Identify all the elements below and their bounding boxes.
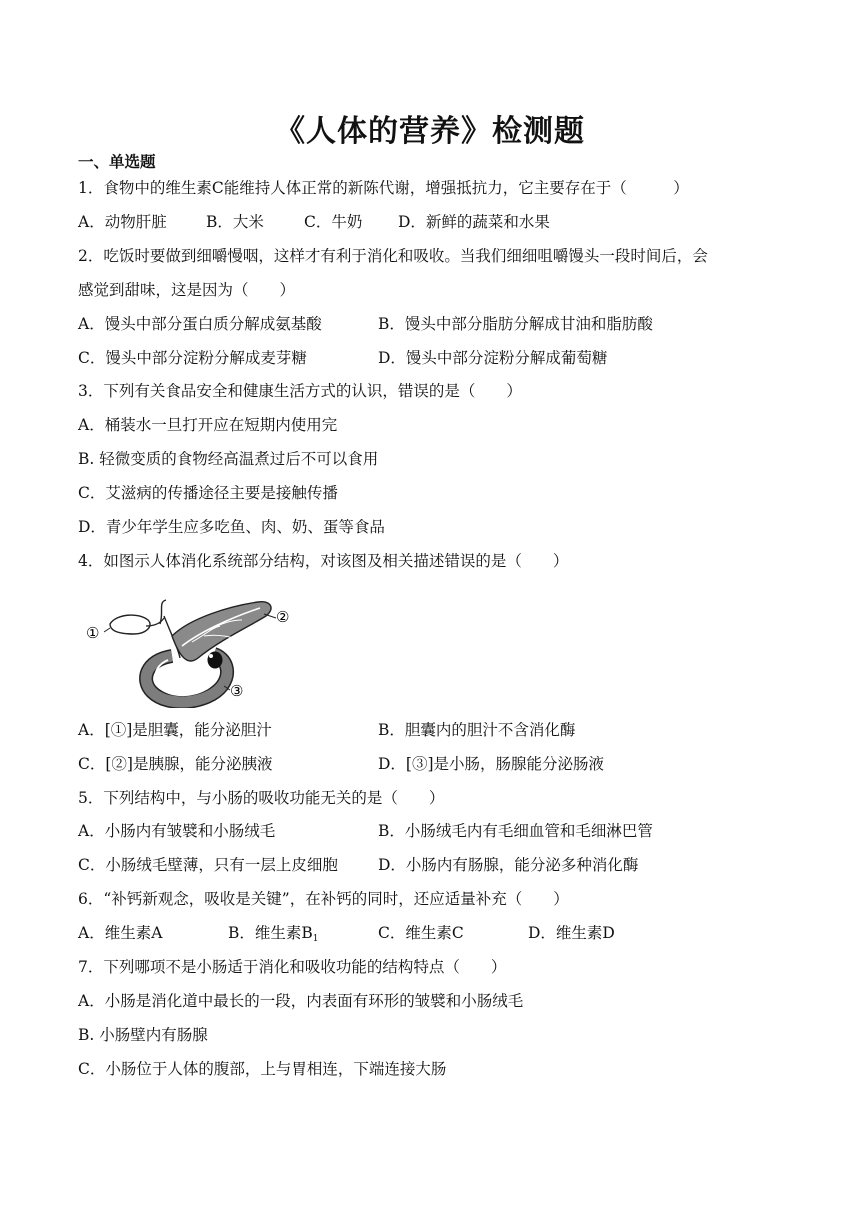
figure-label-3: ③ [230, 682, 244, 700]
q1-option-a: A．动物肝脏 [78, 213, 167, 231]
q7-option-c: C．小肠位于人体的腹部，上与胃相连，下端连接大肠 [78, 1060, 447, 1078]
q3-option-d: D．青少年学生应多吃鱼、肉、奶、蛋等食品 [78, 518, 385, 536]
q1-option-b: B．大米 [206, 213, 264, 231]
q2-option-b: B．馒头中部分脂肪分解成甘油和脂肪酸 [378, 315, 653, 333]
q6-option-a: A．维生素A [78, 924, 163, 942]
q5-option-d: D．小肠内有肠腺，能分泌多种消化酶 [378, 856, 639, 874]
question-4-stem: 4．如图示人体消化系统部分结构，对该图及相关描述错误的是（ ） [78, 552, 569, 570]
q4-option-c: C．[②]是胰腺，能分泌胰液 [78, 755, 273, 773]
q2-option-a: A．馒头中部分蛋白质分解成氨基酸 [78, 315, 322, 333]
q3-option-a: A．桶装水一旦打开应在短期内使用完 [78, 416, 338, 434]
q4-option-d: D．[③]是小肠，肠腺能分泌肠液 [378, 755, 605, 773]
section-heading: 一、单选题 [78, 153, 156, 171]
question-7-stem: 7．下列哪项不是小肠适于消化和吸收功能的结构特点（ ） [78, 958, 507, 976]
q3-option-b: B. 轻微变质的食物经高温煮过后不可以食用 [78, 450, 379, 468]
q3-option-c: C．艾滋病的传播途径主要是接触传播 [78, 484, 338, 502]
question-1-stem: 1．食物中的维生素C能维持人体正常的新陈代谢，增强抵抗力，它主要存在于（ ） [78, 179, 689, 197]
q5-option-c: C．小肠绒毛壁薄，只有一层上皮细胞 [78, 856, 338, 874]
q6-option-d: D．维生素D [528, 924, 615, 942]
document-title: 《人体的营养》检测题 [275, 114, 585, 149]
gallbladder-shape [110, 615, 150, 634]
question-2-stem-line2: 感觉到甜味，这是因为（ ） [78, 281, 296, 299]
question-5-stem: 5．下列结构中，与小肠的吸收功能无关的是（ ） [78, 789, 445, 807]
figure-label-1: ① [86, 624, 100, 642]
digestive-system-diagram [80, 596, 300, 708]
q4-option-a: A．[①]是胆囊，能分泌胆汁 [78, 721, 272, 739]
q4-option-b: B．胆囊内的胆汁不含消化酶 [378, 721, 576, 739]
figure-label-2: ② [276, 608, 290, 626]
q2-option-c: C．馒头中部分淀粉分解成麦芽糖 [78, 349, 307, 367]
q6-option-b-text: B．维生素B [228, 924, 313, 942]
question-3-stem: 3．下列有关食品安全和健康生活方式的认识，错误的是（ ） [78, 382, 522, 400]
q5-option-b: B．小肠绒毛内有毛细血管和毛细淋巴管 [378, 822, 653, 840]
q6-option-b-subscript: 1 [312, 934, 319, 944]
q5-option-a: A．小肠内有皱襞和小肠绒毛 [78, 822, 276, 840]
q1-option-d: D．新鲜的蔬菜和水果 [398, 213, 550, 231]
q7-option-b: B. 小肠壁内有肠腺 [78, 1026, 208, 1044]
q2-option-d: D．馒头中部分淀粉分解成葡萄糖 [378, 349, 608, 367]
question-2-stem-line1: 2．吃饭时要做到细嚼慢咽，这样才有利于消化和吸收。当我们细细咀嚼馒头一段时间后，会 [78, 247, 708, 265]
q7-option-a: A．小肠是消化道中最长的一段，内表面有环形的皱襞和小肠绒毛 [78, 992, 524, 1010]
q6-option-c: C．维生素C [378, 924, 464, 942]
q1-option-c: C．牛奶 [304, 213, 363, 231]
question-6-stem: 6．“补钙新观念，吸收是关键”，在补钙的同时，还应适量补充（ ） [78, 890, 569, 908]
q6-option-b [228, 922, 319, 950]
